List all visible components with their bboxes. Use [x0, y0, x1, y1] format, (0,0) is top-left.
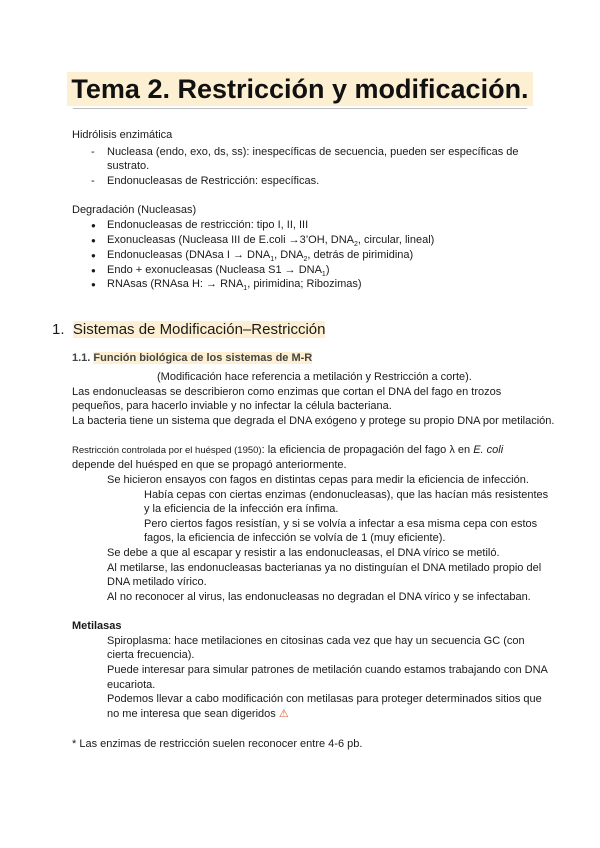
- subsection-title: Función biológica de los sistemas de M-R: [93, 352, 313, 364]
- list-dash: -: [91, 146, 95, 158]
- paragraph-line: Al metilarse, las endonucleasas bacterianas ya no distinguían el DNA metilado propio del: [107, 562, 542, 574]
- list-dash: -: [91, 175, 95, 187]
- paragraph-line: pequeños, para hacerlo inviable y no infectar la célula bacteriana.: [72, 400, 392, 412]
- bullet-icon: ●: [91, 280, 96, 289]
- list-item: Endonucleasas de restricción: tipo I, II, III: [107, 219, 309, 231]
- paragraph-line: no me interesa que sean digeridos ⚠: [107, 708, 289, 720]
- paragraph-line: eucariota.: [107, 679, 156, 691]
- paragraph-line: La bacteria tiene un sistema que degrada el DNA exógeno y protege su propio DNA por metilación.: [72, 415, 555, 427]
- section-heading: 1. Sistemas de Modificación–Restricción: [52, 321, 326, 338]
- list-item-text: Endonucleasas de Restricción: específicas.: [107, 175, 320, 187]
- list-item: Endonucleasas (DNAsa $I \to DNA_1$, $DNA_2$, detrás de pirimidina): [107, 249, 414, 264]
- hidrolisis-heading: Hidrólisis enzimática: [72, 129, 173, 141]
- footnote: * Las enzimas de restricción suelen reconocer entre 4-6 pb.: [72, 738, 363, 750]
- subsection-heading: 1.1. Función biológica de los sistemas de M-R: [72, 352, 313, 364]
- bullet-icon: ●: [91, 221, 96, 230]
- paragraph-line: Se hicieron ensayos con fagos en distintas cepas para medir la eficiencia de infección.: [107, 474, 529, 486]
- list-item: Endo + exonucleasas (Nucleasa $S1 \to DNA_1$): [107, 264, 330, 279]
- section-title: Sistemas de Modificación–Restricción: [72, 321, 326, 338]
- paragraph-line: Había cepas con ciertas enzimas (endonucleasas), que las hacían más resistentes: [144, 489, 549, 501]
- list-item: Exonucleasas (Nucleasa III de E.coli →3’OH, $DNA_2$, circular, lineal): [107, 234, 435, 249]
- paragraph-line: depende del huésped en que se propagó anteriormente.: [72, 459, 347, 471]
- page-title: Tema 2. Restricción y modificación.: [67, 72, 532, 106]
- paragraph-line: Spiroplasma: hace metilaciones en citosinas cada vez que hay un secuencia GC (con: [107, 635, 525, 647]
- paragraph-line: Se debe a que al escapar y resistir a las endonucleasas, el DNA vírico se metiló.: [107, 547, 500, 559]
- bullet-icon: ●: [91, 266, 96, 275]
- title-divider: [73, 108, 527, 109]
- paragraph-line: DNA metilado vírico.: [107, 576, 207, 588]
- bullet-icon: ●: [91, 236, 96, 245]
- list-item: RNAsas (RNAsa H: → $RNA_1$, pirimidina; Ribozimas): [107, 278, 362, 293]
- list-item-text: Nucleasa (endo, exo, ds, ss): inespecíficas de secuencia, pueden ser específicas de: [107, 146, 519, 158]
- paragraph-line: Al no reconocer al virus, las endonucleasas no degradan el DNA vírico y se infectaban.: [107, 591, 531, 603]
- degradacion-heading: Degradación (Nucleasas): [72, 204, 197, 216]
- bullet-icon: ●: [91, 251, 96, 260]
- paragraph-line: Pero ciertos fagos resistían, y si se volvía a infectar a esa misma cepa con estos: [144, 518, 538, 530]
- paragraph-line: Las endonucleasas se describieron como enzimas que cortan el DNA del fago en trozos: [72, 386, 502, 398]
- paragraph-line: y la eficiencia de la infección era ínfima.: [144, 503, 339, 515]
- metilasas-heading: Metilasas: [72, 620, 122, 632]
- warning-icon: ⚠: [278, 708, 289, 720]
- paragraph-line: fagos, la eficiencia de infección se volvía de 1 (muy eficiente).: [144, 532, 446, 544]
- title-container: [0, 72, 600, 106]
- paragraph-line: cierta frecuencia).: [107, 649, 195, 661]
- list-item-text: sustrato.: [107, 160, 150, 172]
- paragraph-line: Puede interesar para simular patrones de metilación cuando estamos trabajando con DNA: [107, 664, 548, 676]
- note-text: (Modificación hace referencia a metilación y Restricción a corte).: [157, 371, 472, 383]
- paragraph-line: Podemos llevar a cabo modificación con metilasas para proteger determinados sitios que: [107, 693, 542, 705]
- restriccion-line: Restricción controlada por el huésped (1950): la eficiencia de propagación del fago λ en E. coli: [72, 444, 504, 456]
